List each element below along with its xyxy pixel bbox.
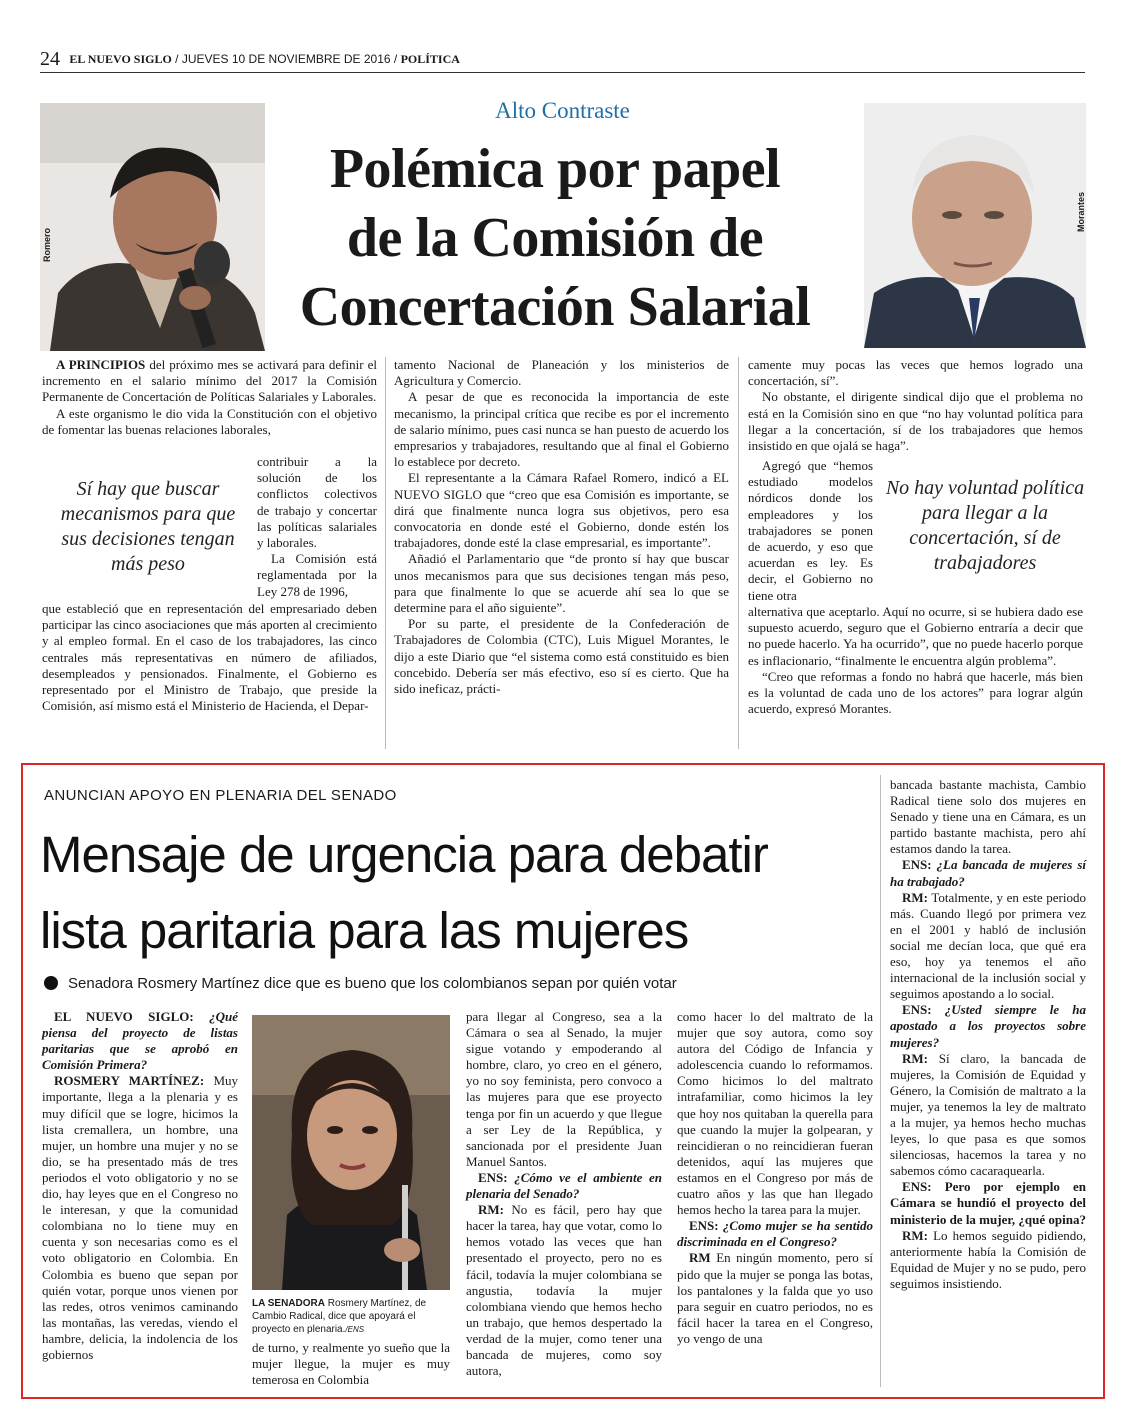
column-rule <box>738 357 739 749</box>
pullquote-left: Sí hay que buscar mecanismos para que sus decisiones tengan más peso <box>60 478 236 575</box>
paragraph: No obstante, el dirigente sindical dijo que el problema no está en la Comisión sino en que “no hay voluntad política para llegar a la concertación, sí de los trabajadores que hemos insistido en que ojalá se haga”. <box>748 389 1083 454</box>
caption-text: Rosmery Martínez, de Cambio Radical, dice que apoyará el proyecto en plenaria. <box>252 1298 427 1335</box>
question: ¿Qué piensa del proyecto de listas paritarias que se aprobó en Comisión Primera? <box>42 1009 239 1073</box>
paragraph: bancada bastante machista, Cambio Radical tiene solo dos mujeres en Senado y tiene una en Cámara, es un partido bastante machista, pero ahí estamos dando la tarea. <box>890 777 1086 857</box>
paragraph: de turno, y realmente yo sueño que la mujer llegue, la mujer es muy temerosa en Colombia <box>252 1340 450 1388</box>
article1-column-3-bottom <box>748 604 1083 717</box>
paragraph: como hacer lo del maltrato de la mujer que soy autora, como soy autora del Código de Infancia y adolescencia cuando lo reformamos. Como hicimos lo del maltrato intrafamiliar, como hicimos la ley que hoy nos quitaban la querella para que cuando la mujer la golpearan, y reincidieran o no reincidieran fueran detenidos, aquí las mujeres que estamos en el Congreso por más de cuatro años y las que han llegado hemos hecho la tarea para la mujer. <box>677 1009 873 1218</box>
interviewee-label: ROSMERY MARTÍNEZ: <box>54 1073 205 1089</box>
photo-morantes <box>864 103 1086 348</box>
folio-section: POLÍTICA <box>400 52 460 66</box>
interviewee-label: RM: <box>902 889 928 905</box>
headline-line-3: Concertación Salarial <box>299 276 811 338</box>
photo-credit-romero: Romero <box>42 227 52 262</box>
paragraph: A pesar de que es reconocida la importancia de este mecanismo, la principal crítica que recibe es por el incremento de salario mínimo, pues casi nunca se han puesto de acuerdo los empresarios y trabajadores, resultando que al final el Gobierno lo establece por decreto. <box>394 389 729 470</box>
paragraph: que estableció que en representación del empresariado deben participar las cinco asociaciones que más aporten al crecimiento y al empleo formal. En el caso de los trabajadores, las cinco centrales más representativas en número de afiliados, desempleados y pensionados. Finalmente, el Gobierno es representado por el Ministro de Trabajo, que preside la Comisión, así mismo está el Ministerio de Hacienda, el Depar- <box>42 601 377 714</box>
photo-senadora <box>252 1015 450 1290</box>
caption-credit: /ENS <box>345 1325 365 1334</box>
interviewer-label: EL NUEVO SIGLO: <box>54 1009 194 1024</box>
interviewer-label: ENS: <box>902 1002 932 1018</box>
article2-summary <box>44 975 677 992</box>
question: ¿Cómo ve el ambiente en plenaria del Senado? <box>466 1169 662 1202</box>
page-folio <box>40 48 1085 73</box>
article2-column-2-bottom <box>252 1340 450 1388</box>
article1-column-1-wrap <box>257 454 377 600</box>
article2-headline-line-1: Mensaje de urgencia para debatir <box>40 826 768 883</box>
paragraph: tamento Nacional de Planeación y los ministerios de Agricultura y Comercio. <box>394 357 729 389</box>
answer: Lo hemos seguido pidiendo, anteriormente había la Comisión de Equidad de Mujer y no se pudo, pero seguimos insistiendo. <box>890 1227 1086 1291</box>
interviewer-label: ENS: <box>478 1169 508 1185</box>
paragraph: para llegar al Congreso, sea a la Cámara o sea al Senado, la mujer sigue votando y empoderando al hombre, claro, yo creo en el género, yo no soy feminista, pero convoco a las mujeres para que ese proyecto tenga por fin un acuerdo y que llegue a ser Ley de la República, y sancionada por el presidente Juan Manuel Santos. <box>466 1009 662 1169</box>
article2-column-1 <box>42 1009 238 1363</box>
paragraph: contribuir a la solución de los conflictos colectivos de trabajo y concertar las políticas salariales y laborales. <box>257 454 377 551</box>
question: ¿Usted siempre le ha apostado a los proyectos sobre mujeres? <box>890 1002 1086 1050</box>
article2-column-3 <box>466 1009 662 1379</box>
article1-column-2 <box>394 357 729 697</box>
answer: Muy importante, llega a la plenaria y es muy difícil que se logre, hicimos la lista cremallera, un hombre, una mujer, un hombre una mujer y no se dio, se ha presentado más de tres periodos el voto obligatorio y no se dio, hay leyes que en el Congreso no le interesan, y que la comunidad colombiana no lo tiene muy en cuenta y son necesarias como es el voto obligatorio en Colombia. En Colombia es bueno que sepan por quién votar, porque unos vienen por las redes, otros venimos caminando las montañas, las veredas, viendo el hambre, delicia, la indolencia de los gobiernos <box>42 1073 239 1362</box>
paragraph: Agregó que “hemos estudiado modelos nórdicos donde los empleadores y los trabajadores se ponen de acuerdo, y eso que acuerdan es ley. Es decir, el Gobierno no tiene otra <box>748 458 873 603</box>
paragraph: Añadió el Parlamentario que “de pronto sí hay que buscar unos mecanismos para que sus decisiones tengan más peso, para que finalmente lo que se acuerde ahí sea lo que se determine para el año siguiente”. <box>394 551 729 616</box>
lead-in: A PRINCIPIOS <box>56 357 146 372</box>
paragraph: alternativa que aceptarlo. Aquí no ocurre, si se hubiera dado ese supuesto acuerdo, seguro que el Gobierno entraría a decir que no puede hacerlo. Ya ha ocurrido”, que no puede hacerlo porque es inflacionario, “finalmente le encuentra algún problema”. <box>748 604 1083 668</box>
article2-kicker: ANUNCIAN APOYO EN PLENARIA DEL SENADO <box>44 787 397 804</box>
folio-date: / JUEVES 10 DE NOVIEMBRE DE 2016 / <box>175 52 398 66</box>
interviewee-label: RM: <box>902 1227 928 1243</box>
question: ¿Como mujer se ha sentido discriminada en el Congreso? <box>677 1218 873 1250</box>
article1-column-3-wrap <box>748 458 873 604</box>
headline-line-2: de la Comisión de <box>346 207 764 269</box>
paragraph: La Comisión está reglamentada por la Ley 278 de 1996, <box>257 551 377 599</box>
summary-text: Senadora Rosmery Martínez dice que es bueno que los colombianos sepan por quién votar <box>68 975 677 992</box>
answer: Sí claro, la bancada de mujeres, la Comisión de Equidad y Género, la Comisión de maltrato a la mujer, ya tenemos la ley de maltrato a la mujer, ya hemos hecho muchas leyes, lo que pasa es que somos silenciosas, hacemos la tarea y no sabemos cómo cacaraquearla. <box>890 1050 1086 1179</box>
interviewer-label: ENS: <box>902 857 932 873</box>
paragraph: camente muy pocas las veces que hemos logrado una concertación, sí”. <box>748 357 1083 389</box>
interviewee-label: RM <box>689 1250 711 1266</box>
article2-column-4 <box>677 1009 873 1347</box>
bullet-icon <box>44 976 58 990</box>
article1-column-1-bottom <box>42 601 377 714</box>
paragraph: A este organismo le dio vida la Constitución con el objetivo de fomentar las buenas relaciones laborales, <box>42 405 377 437</box>
answer: Totalmente, y en este periodo más. Cuando llegó por primera vez en el 2001 y habló de inclusión social me decían loca, que qué era eso, hoy ya tenemos el año internacional de la inclusión social y seguimos apostando a lo social. <box>890 889 1086 1002</box>
pullquote-right: No hay voluntad política para llegar a la concertación, sí de trabajadores <box>885 477 1085 574</box>
paragraph: El representante a la Cámara Rafael Romero, indicó a EL NUEVO SIGLO que “creo que esa Comisión es importante, se dirá que finalmente nunca logra sus objetivos, pero esa convocatoria en donde esté el Gobierno, donde estén los trabajadores, donde esté la clase empresarial, es importante”. <box>394 470 729 551</box>
article2-column-5 <box>890 777 1086 1292</box>
caption-lead: LA SENADORA <box>252 1298 325 1309</box>
article2-headline-line-2: lista paritaria para las mujeres <box>40 902 689 959</box>
answer: En ningún momento, pero sí pido que la mujer se ponga las botas, los pantalones y la falda que yo uso para seguir en cuatro periodos, no es fácil hacer la tarea en el Congreso, yo vengo de una <box>677 1250 873 1346</box>
article1-column-1 <box>42 357 377 438</box>
question: ENS: Pero por ejemplo en Cámara se hundió el proyecto del ministerio de la mujer, ¿qué opina? <box>890 1179 1086 1227</box>
answer: No es fácil, pero hay que hacer la tarea, hay que votar, como lo hemos votado las veces que han presentado el proyecto, pero no es fácil, todavía la mujer colombiana se angustia, todavía la mujer colombiana viendo que hemos hecho un trabajo, que hemos despertado la verdad de la mujer, como tener una bancada de mujeres, como soy autora, <box>466 1202 662 1379</box>
column-rule <box>880 775 881 1387</box>
publication-name: EL NUEVO SIGLO <box>69 52 172 66</box>
photo-credit-morantes: Morantes <box>1076 191 1086 232</box>
photo-caption <box>252 1297 452 1336</box>
page-number: 24 <box>40 48 60 70</box>
interviewee-label: RM: <box>902 1050 928 1066</box>
interviewee-label: RM: <box>478 1202 504 1218</box>
paragraph: del próximo mes se activará para definir el incremento en el salario mínimo del 2017 la Comisión Permanente de Concertación de Políticas Salariales y Laborales. <box>42 357 377 405</box>
article1-column-3 <box>748 357 1083 454</box>
column-rule <box>385 357 386 749</box>
interviewer-label: ENS: <box>689 1218 719 1234</box>
question: ¿La bancada de mujeres sí ha trabajado? <box>890 857 1086 889</box>
kicker-alto-contraste: Alto Contraste <box>495 98 630 123</box>
headline-line-1: Polémica por papel <box>329 138 781 200</box>
paragraph: “Creo que reformas a fondo no habrá que hacerle, más bien es la voluntad de cada uno de los actores” para lograr algún acuerdo, expresó Morantes. <box>748 668 1083 717</box>
paragraph: Por su parte, el presidente de la Confederación de Trabajadores de Colombia (CTC), Luis Miguel Morantes, le dijo a este Diario que “el sistema como está constituido es bien concebido. Debería ser más efectivo, eso sí es cierto. Que ha sido ineficaz, prácti- <box>394 616 729 697</box>
